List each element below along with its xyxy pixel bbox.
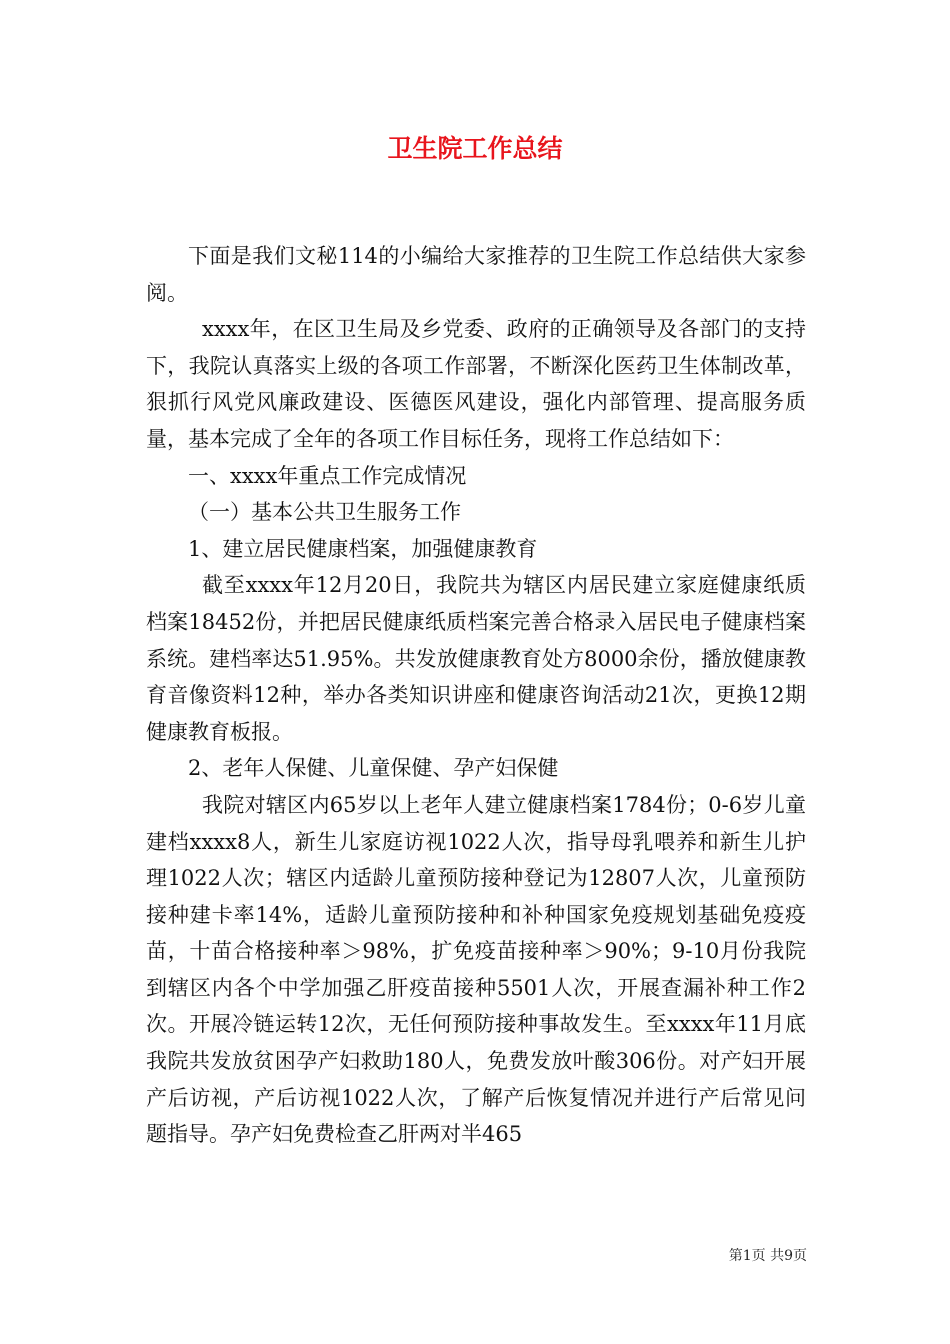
document-body	[146, 238, 806, 1153]
section-heading: 一、xxxx年重点工作完成情况	[188, 463, 467, 488]
subsection-heading: （一）基本公共卫生服务工作	[188, 500, 461, 525]
intro-paragraph: 下面是我们文秘114的小编给大家推荐的卫生院工作总结供大家参阅。	[146, 244, 806, 305]
item-heading-1: 1、建立居民健康档案，加强健康教育	[188, 536, 538, 561]
page-number: 第1页 共9页	[728, 1248, 807, 1264]
summary-paragraph: xxxx年，在区卫生局及乡党委、政府的正确领导及各部门的支持下，我院认真落实上级的各项工作部署，不断深化医药卫生体制改革，狠抓行风党风廉政建设、医德医风建设，强化内部管理、提高服务质量，基本完成了全年的各项工作目标任务，现将工作总结如下：	[146, 317, 806, 451]
health-records-paragraph: 截至xxxx年12月20日，我院共为辖区内居民建立家庭健康纸质档案18452份，并把居民健康纸质档案完善合格录入居民电子健康档案系统。建档率达51.95%。共发放健康教育处方8000余份，播放健康教育音像资料12种，举办各类知识讲座和健康咨询活动21次，更换12期健康教育板报。	[146, 573, 806, 744]
page-title: 卫生院工作总结	[387, 134, 563, 163]
healthcare-paragraph: 我院对辖区内65岁以上老年人建立健康档案1784份；0-6岁儿童建档xxxx8人，新生儿家庭访视1022人次，指导母乳喂养和新生儿护理1022人次；辖区内适龄儿童预防接种登记为12807人次，儿童预防接种建卡率14%，适龄儿童预防接种和补种国家免疫规划基础免疫疫苗，十苗合格接种率＞98%，扩免疫苗接种率＞90%；9-10月份我院到辖区内各个中学加强乙肝疫苗接种5501人次，开展查漏补种工作2次。开展冷链运转12次，无任何预防接种事故发生。至xxxx年11月底我院共发放贫困孕产妇救助180人，免费发放叶酸306份。对产妇开展产后访视，产后访视1022人次，了解产后恢复情况并进行产后常见问题指导。孕产妇免费检查乙肝两对半465	[146, 792, 806, 1147]
item-heading-2: 2、老年人保健、儿童保健、孕产妇保健	[188, 756, 559, 781]
